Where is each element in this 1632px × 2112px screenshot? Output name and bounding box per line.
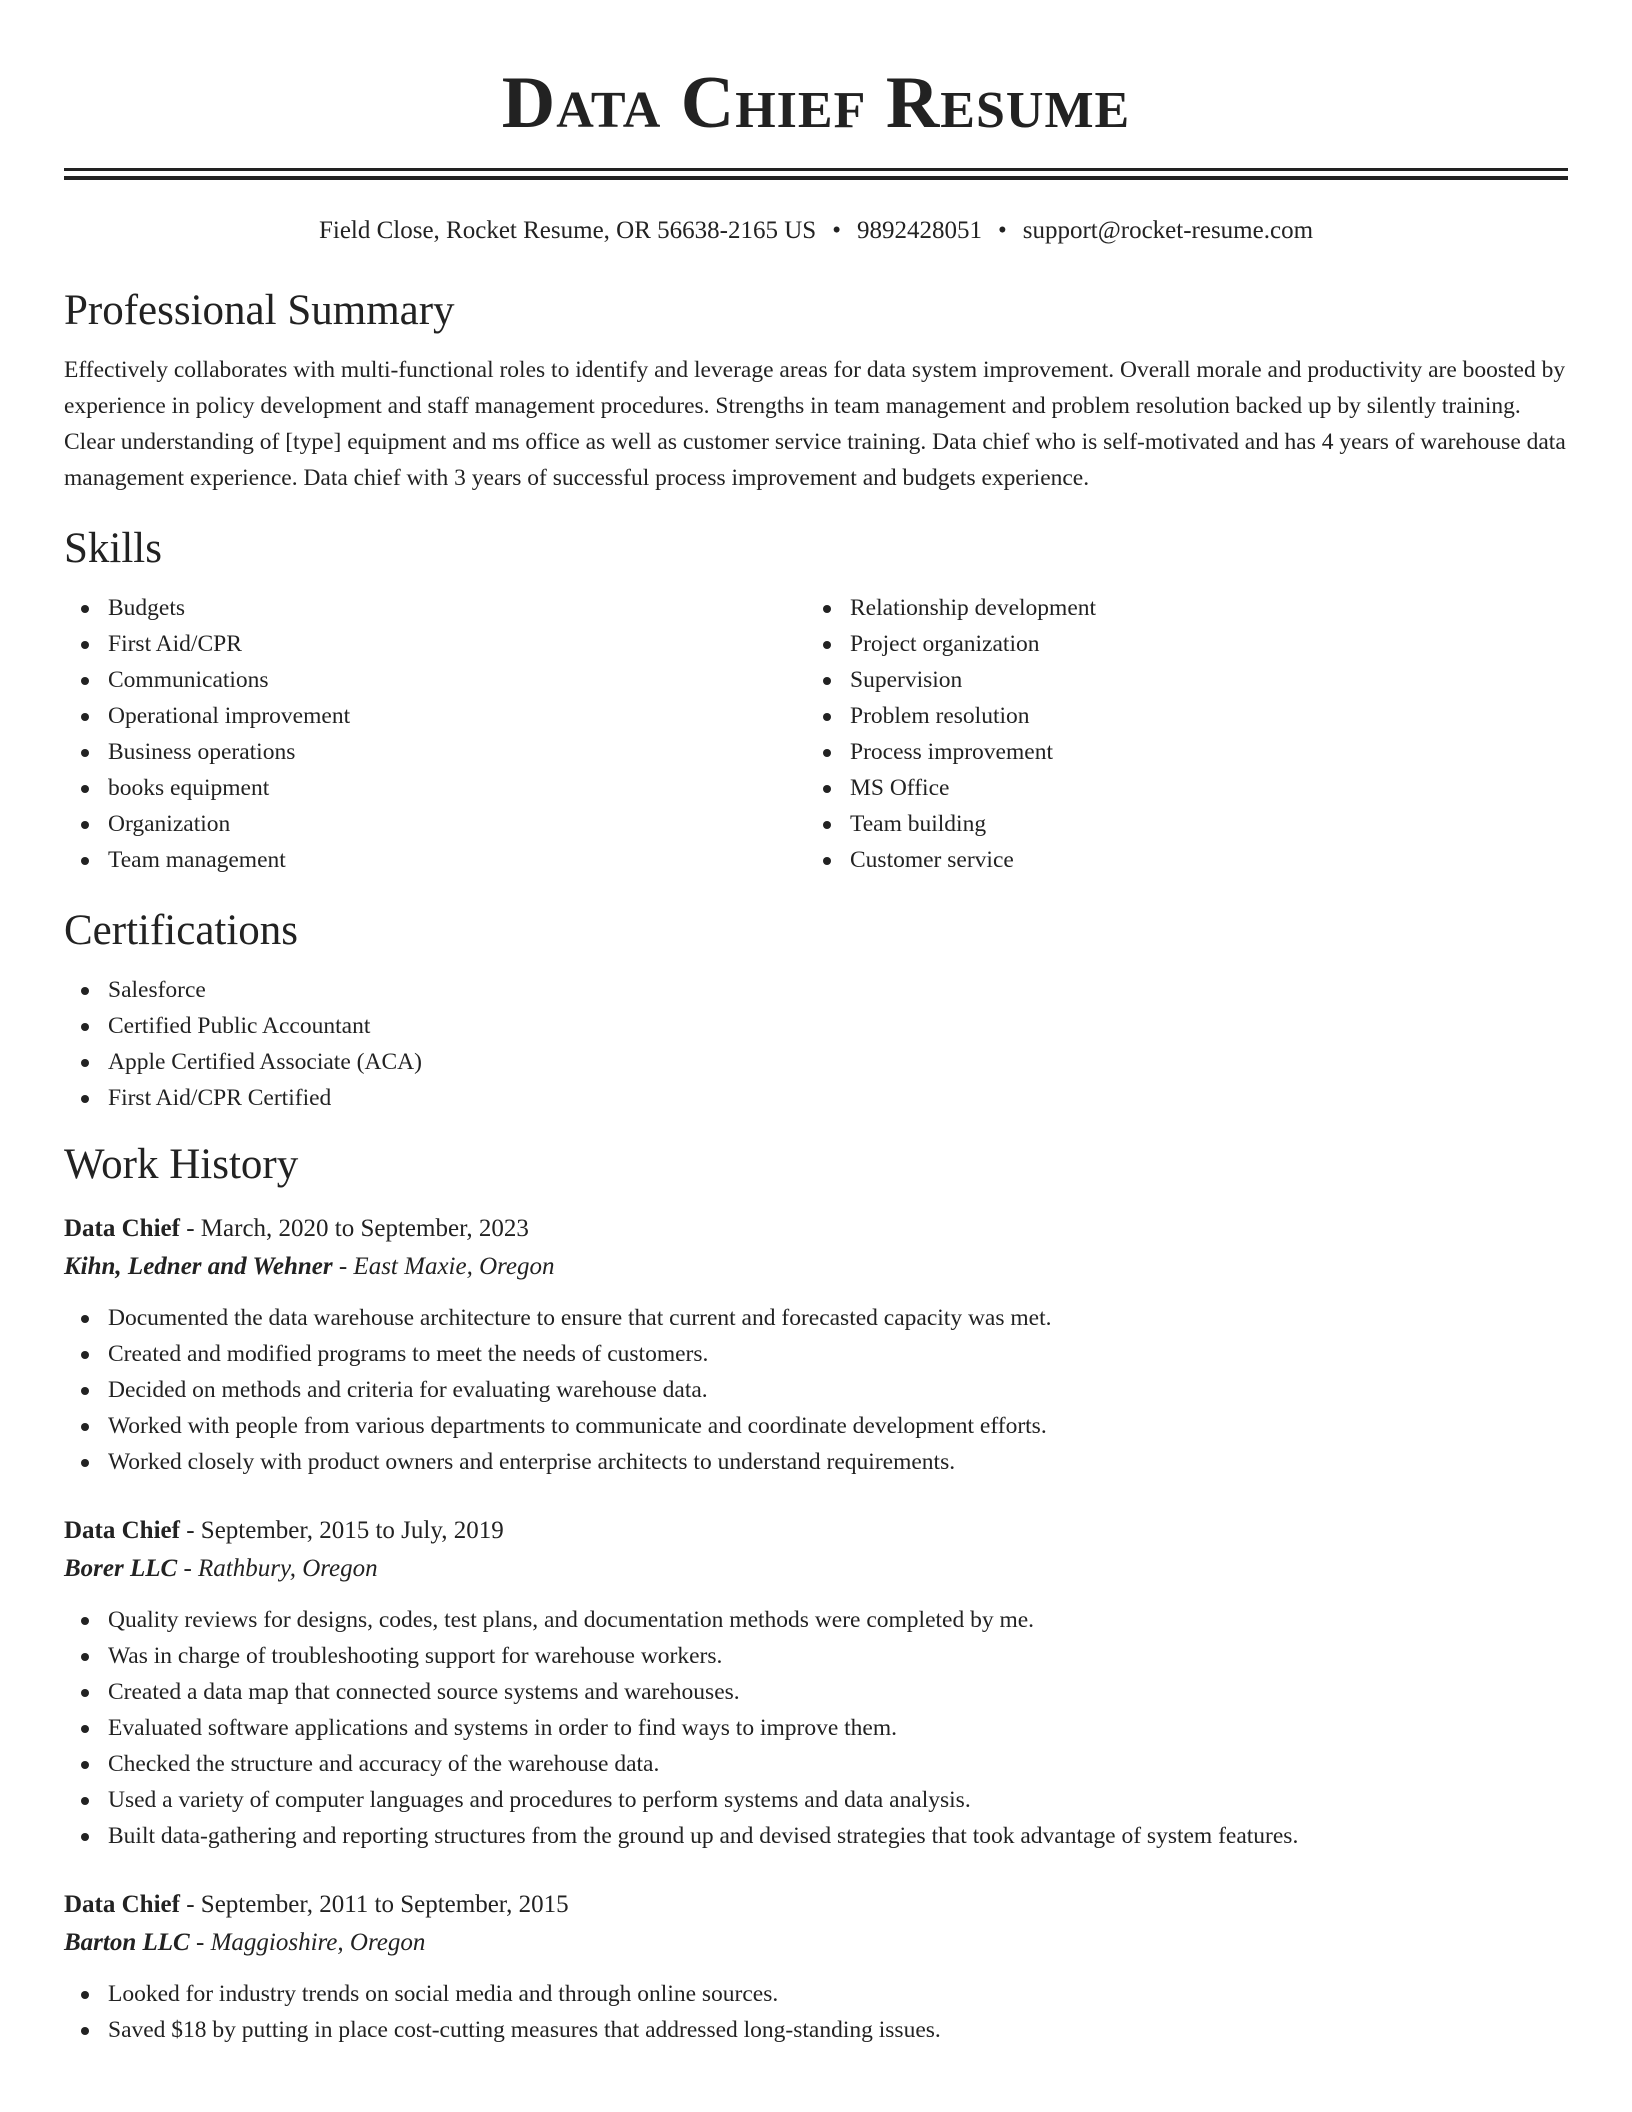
certifications-heading: Certifications	[64, 907, 299, 954]
title-rule-thick	[64, 176, 1568, 180]
company-name: Barton LLC	[64, 1929, 190, 1956]
job-bullets	[64, 1300, 1568, 1480]
company-line	[64, 1248, 1568, 1286]
summary-heading: Professional Summary	[64, 287, 455, 334]
dash: -	[177, 1555, 199, 1582]
summary-text: Effectively collaborates with multi-functional roles to identify and leverage areas for data system improvement. Overall morale and productivity are boosted by experience in policy development and staff management procedures. Strengths in team management and problem resolution backed up by silently training. Clear understanding of [type] equipment and ms office as well as customer service training. Data chief who is self-motivated and has 4 years of warehouse data management experience. Data chief with 3 years of successful process improvement and budgets experience.	[64, 357, 1566, 491]
job-title-line	[64, 1512, 1568, 1550]
job-entry	[64, 1886, 1568, 2048]
skill-item: Communications	[64, 662, 806, 698]
skill-item: Project organization	[806, 626, 1548, 662]
job-dates: September, 2015 to July, 2019	[200, 1517, 504, 1544]
job-dates: March, 2020 to September, 2023	[200, 1215, 529, 1242]
job-bullet: Checked the structure and accuracy of the warehouse data.	[64, 1746, 1568, 1782]
job-bullet: Documented the data warehouse architecture to ensure that current and forecasted capacity was met.	[64, 1300, 1568, 1336]
job-title: Data Chief	[64, 1517, 180, 1544]
dash: -	[189, 1929, 211, 1956]
resume-page	[64, 0, 1568, 2048]
contact-separator: •	[997, 217, 1007, 244]
job-title: Data Chief	[64, 1215, 180, 1242]
skill-item: Operational improvement	[64, 698, 806, 734]
skill-item: Budgets	[64, 590, 806, 626]
skill-item: Business operations	[64, 734, 806, 770]
skill-item: Problem resolution	[806, 698, 1548, 734]
skill-item: books equipment	[64, 770, 806, 806]
title-rule-thin	[64, 168, 1568, 171]
job-bullets	[64, 1602, 1568, 1854]
skills-list-right	[806, 590, 1548, 878]
job-entry	[64, 1512, 1568, 1854]
skill-item: MS Office	[806, 770, 1548, 806]
job-title-line	[64, 1210, 1568, 1248]
company-name: Kihn, Ledner and Wehner	[64, 1253, 333, 1280]
job-bullet: Worked closely with product owners and enterprise architects to understand requirements.	[64, 1444, 1568, 1480]
job-bullet: Used a variety of computer languages and procedures to perform systems and data analysis.	[64, 1782, 1568, 1818]
contact-separator: •	[832, 217, 841, 244]
job-bullet: Was in charge of troubleshooting support for warehouse workers.	[64, 1638, 1568, 1674]
company-line	[64, 1924, 1568, 1962]
certification-item: Salesforce	[64, 972, 1568, 1008]
job-bullet: Saved $18 by putting in place cost-cutting measures that addressed long-standing issues.	[64, 2012, 1568, 2048]
company-line	[64, 1550, 1568, 1588]
skill-item: Relationship development	[806, 590, 1548, 626]
contact-email: support@rocket-resume.com	[1022, 217, 1314, 244]
skill-item: Customer service	[806, 842, 1548, 878]
work-history-heading: Work History	[64, 1141, 299, 1188]
certification-item: Apple Certified Associate (ACA)	[64, 1044, 1568, 1080]
company-name: Borer LLC	[64, 1555, 178, 1582]
skill-item: Organization	[64, 806, 806, 842]
skill-item: Process improvement	[806, 734, 1548, 770]
contact-address: Field Close, Rocket Resume, OR 56638-2165 US	[318, 217, 817, 244]
dash: -	[179, 1215, 201, 1242]
dash: -	[332, 1253, 354, 1280]
certification-item: Certified Public Accountant	[64, 1008, 1568, 1044]
skill-item: First Aid/CPR	[64, 626, 806, 662]
job-bullet: Evaluated software applications and systems in order to find ways to improve them.	[64, 1710, 1568, 1746]
skills-heading: Skills	[64, 525, 162, 572]
skill-item: Team building	[806, 806, 1548, 842]
job-title-line	[64, 1886, 1568, 1924]
job-bullets	[64, 1976, 1568, 2048]
skills-columns	[64, 590, 1568, 878]
skill-item: Supervision	[806, 662, 1548, 698]
contact-line	[64, 216, 1568, 246]
job-dates: September, 2011 to September, 2015	[200, 1891, 569, 1918]
job-bullet: Worked with people from various departments to communicate and coordinate development efforts.	[64, 1408, 1568, 1444]
job-bullet: Quality reviews for designs, codes, test plans, and documentation methods were completed by me.	[64, 1602, 1568, 1638]
job-bullet: Created a data map that connected source systems and warehouses.	[64, 1674, 1568, 1710]
company-location: East Maxie, Oregon	[353, 1253, 555, 1280]
skills-list-left	[64, 590, 806, 878]
company-location: Maggioshire, Oregon	[210, 1929, 426, 1956]
dash: -	[179, 1891, 201, 1918]
contact-phone: 9892428051	[856, 217, 982, 244]
certification-item: First Aid/CPR Certified	[64, 1080, 1568, 1116]
job-title: Data Chief	[64, 1891, 180, 1918]
skill-item: Team management	[64, 842, 806, 878]
dash: -	[179, 1517, 201, 1544]
job-entry	[64, 1210, 1568, 1480]
company-location: Rathbury, Oregon	[198, 1555, 378, 1582]
job-bullet: Decided on methods and criteria for evaluating warehouse data.	[64, 1372, 1568, 1408]
certifications-list	[64, 972, 1568, 1116]
job-bullet: Built data-gathering and reporting structures from the ground up and devised strategies that took advantage of system features.	[64, 1818, 1568, 1854]
job-bullet: Created and modified programs to meet the needs of customers.	[64, 1336, 1568, 1372]
job-bullet: Looked for industry trends on social media and through online sources.	[64, 1976, 1568, 2012]
resume-title: Data Chief Resume	[501, 62, 1131, 144]
